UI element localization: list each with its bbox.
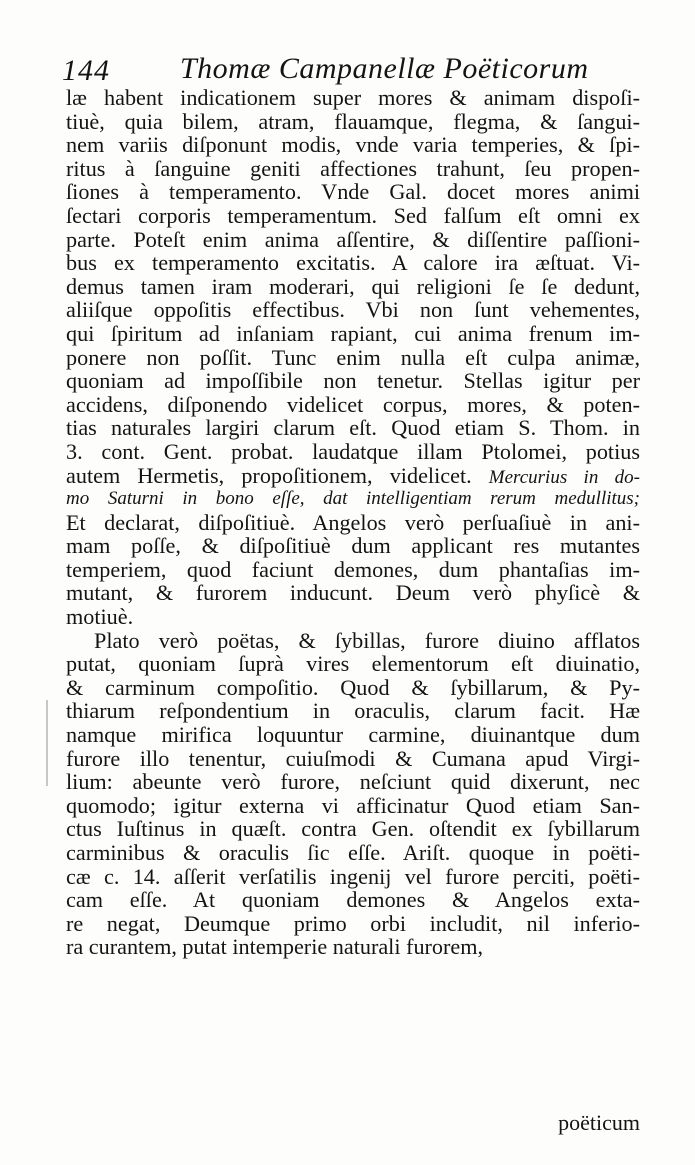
text-line: 3. cont. Gent. probat. laudatque illam Ptolomei, potius [66,438,640,464]
text-line: tias naturales largiri clarum eſt. Quod etiam S. Thom. in [66,415,640,441]
text-line: mam poſſe, & diſpoſitiuè dum applicant res mutantes [66,533,640,559]
text-line: aliiſque oppoſitis effectibus. Vbi non ſunt vehementes, [66,297,640,323]
text-line: tiuè, quia bilem, atram, flauamque, flegma, & ſangui- [66,108,640,134]
page-number: 144 [62,54,110,87]
text-line: læ habent indicationem super mores & animam dispoſi- [66,85,640,110]
paragraph-1 [66,86,640,629]
text-line: ritus à ſanguine geniti affectiones trahunt, ſeu propen- [66,155,640,181]
text-line: re negat, Deumque primo orbi includit, nil inferio- [66,910,640,936]
text-line: mo Saturni in bono eſſe, dat intelligentiam rerum medullitus; [66,488,640,510]
text-line: carminibus & oraculis ſic eſſe. Ariſt. quoque in poëti- [66,840,640,865]
text-line: ctus Iuſtinus in quæſt. contra Gen. oſtendit ex ſybillarum [66,816,640,842]
text-line: namque mirifica loquuntur carmine, diuinantque dum [66,722,640,748]
catchword: poëticum [558,1110,640,1135]
margin-bracket-mark [46,700,48,786]
text-line: quoniam ad impoſſibile non tenetur. Stellas igitur per [66,368,640,394]
quoted-maxim: Mercurius in do- [488,466,640,488]
text-line: autem Hermetis, propoſitionem, videlicet. Mercurius in do- [66,462,640,488]
text-line: quomodo; igitur externa vi afficinatur Quod etiam San- [66,792,640,818]
text-line: parte. Poteſt enim anima aſſentire, & diſſentire paſſioni- [66,226,640,252]
text-line: mutant, & furorem inducunt. Deum verò phyſicè & [66,580,640,606]
text-line: ſiones à temperamento. Vnde Gal. docet mores animi [66,179,640,205]
text-line: Plato verò poëtas, & ſybillas, furore diuino afflatos [94,627,640,653]
text-line: lium: abeunte verò furore, neſciunt quid dixerunt, nec [66,769,640,795]
text-line: ponere non poſſit. Tunc enim nulla eſt culpa animæ, [66,344,640,370]
text-line: Et declarat, diſpoſitiuè. Angelos verò perſuaſiuè in ani- [66,509,640,535]
text-line: accidens, diſponendo videlicet corpus, mores, & poten- [66,391,640,417]
text-line: cæ c. 14. aſſerit verſatilis ingenij vel furore perciti, poëti- [66,863,640,889]
text-line: demus tamen iram moderari, qui religioni ſe ſe dedunt, [66,273,640,299]
text-line: thiarum reſpondentium in oraculis, clarum facit. Hæ [66,698,640,724]
text-line: ra curantem, putat intemperie naturali furorem, [66,934,484,960]
text-line: qui ſpiritum ad inſaniam rapiant, cui anima frenum im- [66,320,640,346]
text-block [66,86,640,959]
text-line: nem variis diſponunt modis, vnde varia temperies, & ſpi- [66,132,640,158]
paragraph-2 [66,629,640,959]
running-title: Thomæ Campanellæ Poëticorum [180,52,589,85]
text-line: furore illo tenentur, cuiuſmodi & Cumana apud Virgi- [66,745,640,771]
text-line: temperiem, quod faciunt demones, dum phantaſias im- [66,556,640,582]
text-line: ſectari corporis temperamentum. Sed falſum eſt omni ex [66,202,640,228]
text-line: & carminum compoſitio. Quod & ſybillarum, & Py- [66,674,640,700]
text-line: cam eſſe. At quoniam demones & Angelos exta- [66,887,640,913]
text-line: putat, quoniam ſuprà vires elementorum eſt diuinatio, [66,651,640,677]
text-line: bus ex temperamento excitatis. A calore ira æſtuat. Vi- [66,250,640,276]
text-line: motiuè. [66,604,134,630]
